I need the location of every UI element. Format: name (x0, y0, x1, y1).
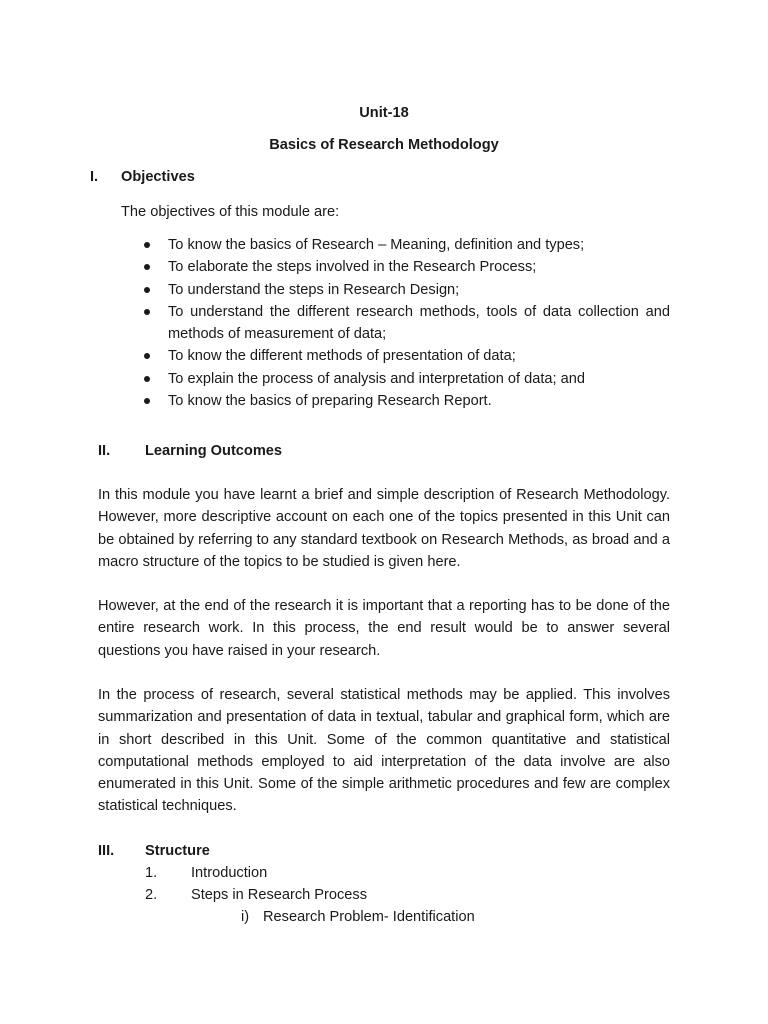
list-item: To explain the process of analysis and interpretation of data; and (144, 368, 670, 390)
bullet-icon (144, 264, 150, 270)
structure-item-label: Steps in Research Process (191, 887, 368, 903)
bullet-icon (144, 376, 150, 382)
objectives-list (144, 234, 670, 412)
structure-subitem-number: i) (241, 909, 250, 925)
list-item: To know the basics of preparing Research Report. (144, 390, 670, 412)
document-title: Basics of Research Methodology (269, 137, 499, 153)
bullet-icon (144, 242, 150, 248)
learning-outcomes-paragraph-1: In this module you have learnt a brief and simple description of Research Methodology. However, more descriptive account on each one of the topics presented in this Unit can be obtained by referring to any standard textbook on Research Methods, as broad and a macro structure of the topics to be studied is given here. (98, 487, 670, 570)
section-number-structure: III. (98, 843, 115, 859)
list-item: To know the basics of Research – Meaning, definition and types; (144, 234, 670, 256)
bullet-icon (144, 309, 150, 315)
objectives-intro: The objectives of this module are: (121, 204, 340, 220)
list-item: To elaborate the steps involved in the Research Process; (144, 256, 670, 278)
bullet-icon (144, 398, 150, 404)
list-item: To understand the different research methods, tools of data collection and methods of measurement of data; (144, 301, 670, 346)
structure-item-label: Introduction (191, 865, 268, 881)
learning-outcomes-paragraph-3: In the process of research, several statistical methods may be applied. This involves summarization and presentation of data in textual, tabular and graphical form, which are in short described in this Unit. Some of the common quantitative and statistical computational methods employed to aid interpretation of the data involve are also enumerated in this Unit. Some of the simple arithmetic procedures and few are complex statistical techniques. (98, 687, 670, 815)
section-heading-learning-outcomes: Learning Outcomes (145, 443, 283, 459)
structure-item-number: 2. (145, 887, 158, 903)
structure-item-number: 1. (145, 865, 158, 881)
list-item: To understand the steps in Research Design; (144, 279, 670, 301)
bullet-icon (144, 353, 150, 359)
section-heading-objectives: Objectives (121, 169, 195, 185)
section-number-learning-outcomes: II. (98, 443, 111, 459)
list-item: To know the different methods of presentation of data; (144, 345, 670, 367)
unit-title: Unit-18 (359, 105, 409, 121)
structure-subitem-label: Research Problem- Identification (263, 909, 475, 925)
bullet-icon (144, 287, 150, 293)
learning-outcomes-paragraph-2: However, at the end of the research it is important that a reporting has to be done of the entire research work. In this process, the end result would be to answer several questions you have raised in your research. (98, 598, 670, 659)
section-number-objectives: I. (90, 169, 99, 185)
section-heading-structure: Structure (145, 843, 210, 859)
